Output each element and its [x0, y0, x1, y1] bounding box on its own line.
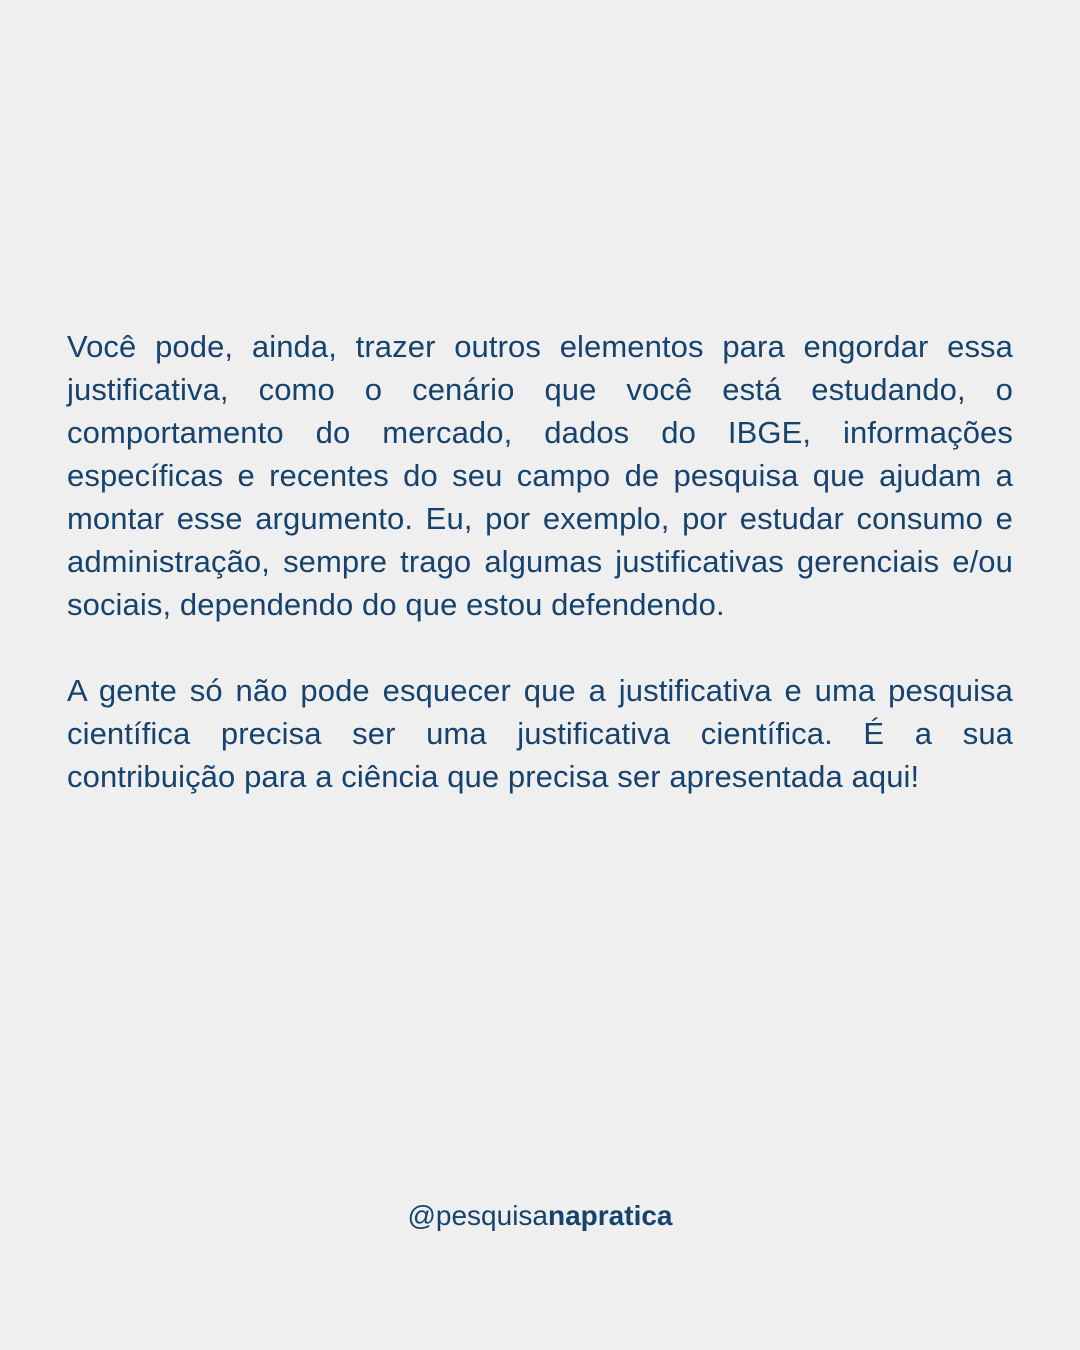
post-body	[67, 325, 1013, 798]
account-handle	[0, 1198, 1080, 1234]
handle-bold-part: napratica	[548, 1200, 673, 1231]
handle-regular-part: @pesquisa	[407, 1200, 548, 1231]
paragraph-2: A gente só não pode esquecer que a justificativa e uma pesquisa científica precisa ser uma justificativa científica. É a sua contribuição para a ciência que precisa ser apresentada aqui!	[67, 673, 1013, 794]
paragraph-1: Você pode, ainda, trazer outros elementos para engordar essa justificativa, como o cenário que você está estudando, o comportamento do mercado, dados do IBGE, informações específicas e recentes do seu campo de pesquisa que ajudam a montar esse argumento. Eu, por exemplo, por estudar consumo e administração, sempre trago algumas justificativas gerenciais e/ou sociais, dependendo do que estou defendendo.	[67, 329, 1013, 622]
